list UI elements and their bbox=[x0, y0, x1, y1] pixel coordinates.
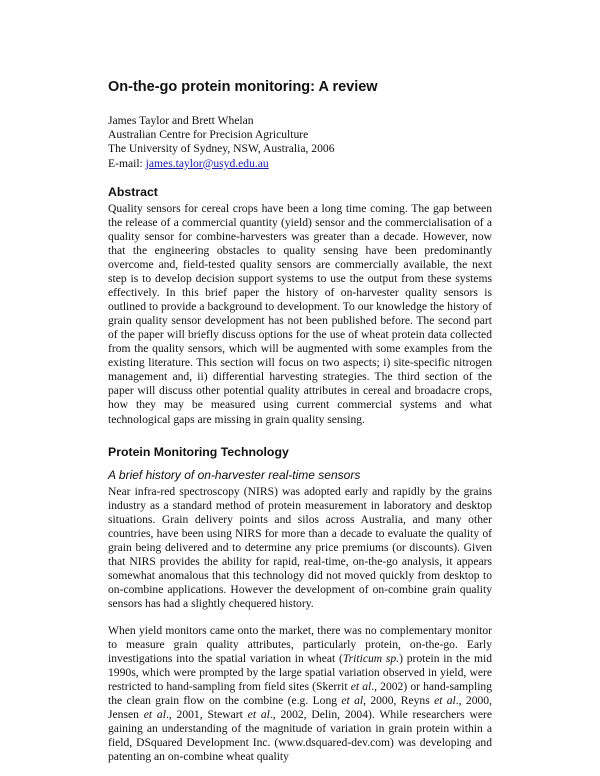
para2-text-5: ., 2000, Jensen bbox=[108, 694, 492, 722]
paper-page bbox=[108, 78, 492, 764]
subsection-heading: A brief history of on-harvester real-time sensors bbox=[108, 467, 361, 482]
para2-text-3: ., 2002) or hand-sampling the clean grain flow on the combine (e.g. Long bbox=[108, 680, 493, 708]
abstract-text: Quality sensors for cereal crops have been a long time coming. The gap between the release of a commercial quantity (yield) sensor and the commercialisation of a quality sensor for combine-harvesters was greater than a decade. However, now that the engineering obstacles to quality sensing have been predominantly overcome and, field-tested quality sensors are commercially available, the next step is to develop decision support systems to use the output from these systems effectively. In this brief paper the history of on-harvester quality sensors is outlined to provide a background to development. To our knowledge the history of grain quality sensor development has not been published before. The second part of the paper will briefly discuss options for the use of wheat protein data collected from the quality sensors, which will be augmented with some examples from the existing literature. This section will focus on two aspects; i) site-specific nitrogen management and, ii) differential harvesting strategies. The third section of the paper will discuss other potential quality attributes in cereal and broadacre crops, how they may be measured using current commercial systems and what technological gaps are missing in grain quality sensing. bbox=[108, 201, 492, 426]
citation-et-al: et al bbox=[341, 694, 364, 708]
protein-monitoring-section bbox=[108, 445, 492, 765]
para2-text-1: When yield monitors came onto the market, there was no complementary monitor to measure grain quality attributes, particularly protein, on-the-go. Early investigations into the spatial variation in wheat ( bbox=[108, 623, 492, 666]
para2-text-4: , 2000, Reyns bbox=[363, 694, 435, 708]
author-names: James Taylor and Brett Whelan bbox=[108, 114, 254, 127]
para2-text-6: ., 2001, Stewart bbox=[165, 708, 248, 722]
abstract-section bbox=[108, 185, 492, 427]
para2-text-2: ) protein in the mid 1990s, which were prompted by the large spatial variation observed in yield, were restricted to hand-sampling from field sites (Skerrit bbox=[108, 652, 492, 694]
author-address: The University of Sydney, NSW, Australia, 2006 bbox=[108, 142, 335, 156]
citation-et-al: et al bbox=[350, 680, 372, 694]
citation-et-al: et al bbox=[434, 694, 456, 708]
body-paragraph-1: Near infra-red spectroscopy (NIRS) was adopted early and rapidly by the grains industry as a standard method of protein measurement in laboratory and desktop situations. Grain delivery points and silos across Australia, and many other countries, have been using NIRS for more than a decade to evaluate the quality of grain being delivered and to determine any price premiums (or discounts). Given that NIRS provides the ability for rapid, real-time, on-the-go analysis, it appears somewhat anomalous that this technology did not moved quickly from desktop to on-combine applications. However the development of on-combine grain quality sensors has had a slightly chequered history. bbox=[108, 484, 492, 610]
email-link[interactable]: james.taylor@usyd.edu.au bbox=[145, 156, 269, 170]
author-affiliation: Australian Centre for Precision Agriculture bbox=[108, 128, 309, 142]
abstract-heading: Abstract bbox=[108, 184, 158, 199]
citation-et-al: et al bbox=[143, 708, 166, 722]
section-heading: Protein Monitoring Technology bbox=[108, 444, 289, 459]
body-paragraph-2 bbox=[108, 624, 492, 764]
email-label: E-mail: bbox=[108, 156, 146, 170]
author-email-line bbox=[108, 157, 492, 171]
para2-text-7: ., 2002, Delin, 2004). While researchers were gaining an understanding of the magnitude of variation in grain protein within a field, DSquared Development Inc. (www.dsquared-dev.com) was developing and patenting an on-combine wheat quality bbox=[108, 708, 492, 764]
species-name: Triticum sp. bbox=[342, 652, 400, 666]
author-block bbox=[108, 114, 492, 171]
citation-et-al: et al bbox=[247, 708, 270, 722]
paper-title: On-the-go protein monitoring: A review bbox=[108, 79, 378, 95]
